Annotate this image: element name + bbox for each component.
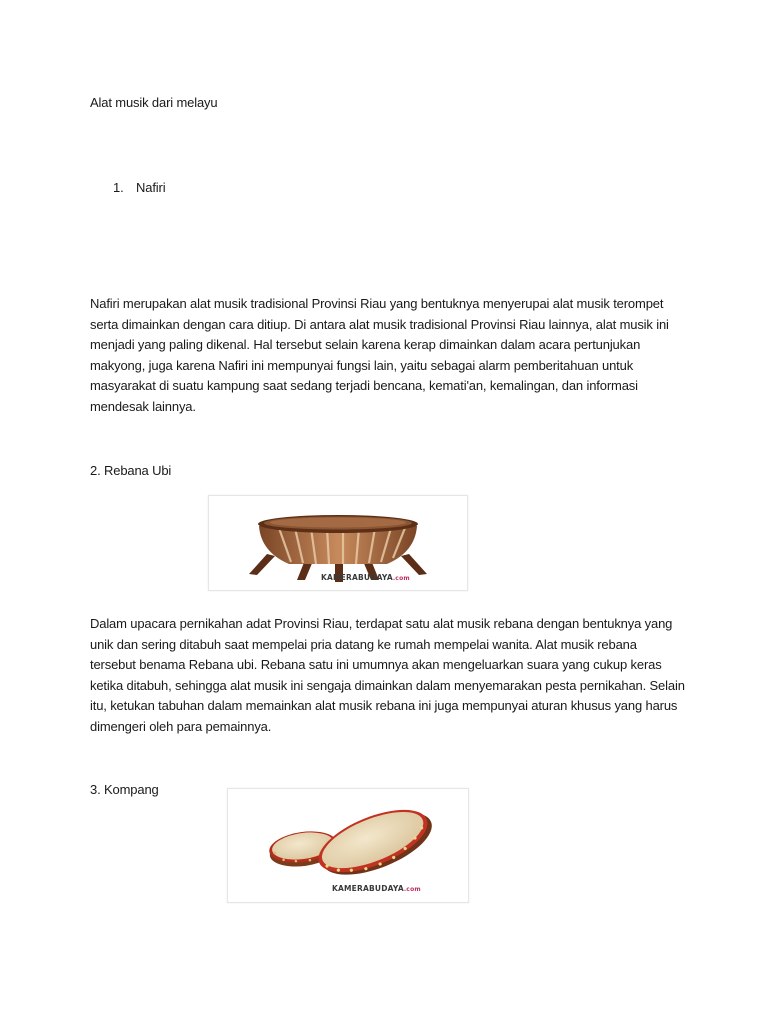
section-1-paragraph (90, 294, 690, 417)
kompang-image (227, 788, 469, 903)
image-watermark: KAMERABUDAYA.com (321, 573, 410, 582)
section-2-heading: 2. Rebana Ubi (90, 463, 172, 478)
section-3-heading: 3. Kompang (90, 782, 159, 797)
paragraph-line: itu, ketukan tabuhan dalam memainkan alat musik rebana ini juga mempunyai aturan khusus yang harus (90, 698, 678, 713)
section-1-number: 1. (113, 180, 124, 195)
rebana-ubi-image (208, 495, 468, 591)
paragraph-line: serta dimainkan dengan cara ditiup. Di antara alat musik tradisional Provinsi Riau lainnya, alat musik ini (90, 316, 669, 332)
paragraph-line: tersebut benama Rebana ubi. Rebana satu ini umumnya akan mengeluarkan suara yang cukup keras (90, 657, 662, 672)
paragraph-line: mendesak lainnya. (90, 398, 196, 414)
paragraph-line: dimengeri oleh para pemainnya. (90, 718, 272, 734)
section-1-heading (113, 178, 165, 199)
paragraph-line: ketika ditabuh, sehingga alat musik ini sengaja dimainkan dalam menyemarakan pesta pernikahan. Selain (90, 677, 685, 693)
section-1-title: Nafiri (136, 180, 166, 195)
image-watermark: KAMERABUDAYA.com (332, 884, 421, 893)
paragraph-line: unik dan sering ditabuh saat mempelai pria datang ke rumah mempelai wanita. Alat musik rebana (90, 636, 637, 652)
paragraph-line: Nafiri merupakan alat musik tradisional Provinsi Riau yang bentuknya menyerupai alat musik terompet (90, 296, 664, 311)
document-title: Alat musik dari melayu (90, 95, 218, 110)
paragraph-line: makyong, juga karena Nafiri ini mempunyai fungsi lain, yaitu sebagai alarm pemberitahuan untuk (90, 357, 634, 373)
paragraph-line: Dalam upacara pernikahan adat Provinsi Riau, terdapat satu alat musik rebana dengan bentuknya yang (90, 616, 673, 631)
paragraph-line: masyarakat di suatu kampung saat sedang terjadi bencana, kemati'an, kemalingan, dan informasi (90, 378, 638, 393)
paragraph-line: menjadi yang paling dikenal. Hal tersebut selain karena kerap dimainkan dalam acara pertunjukan (90, 337, 641, 352)
section-2-paragraph (90, 614, 690, 737)
